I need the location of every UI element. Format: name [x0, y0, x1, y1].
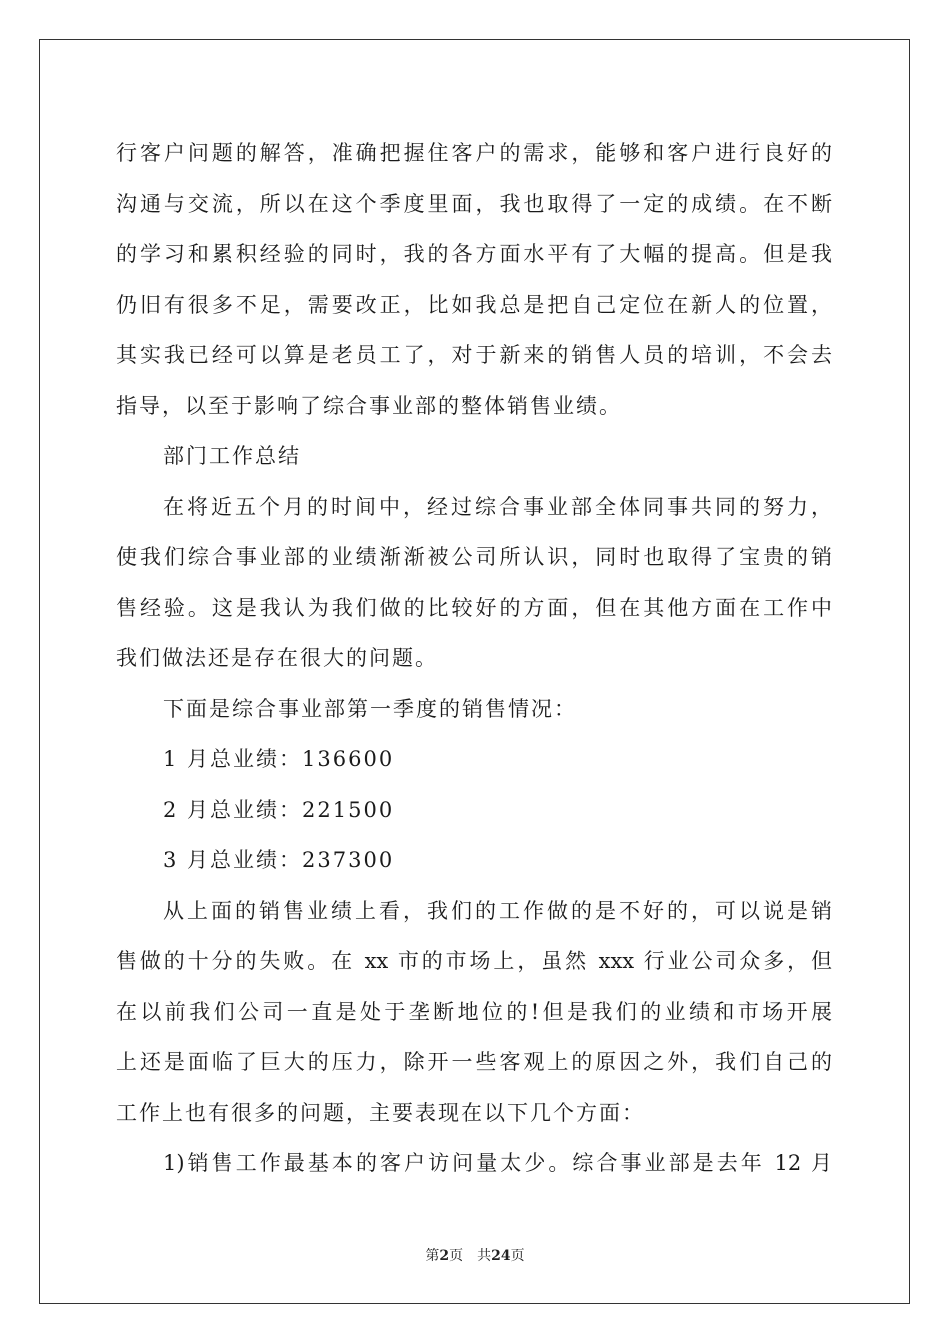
body-line: 在以前我们公司一直是处于垄断地位的!但是我们的业绩和市场开展: [116, 999, 832, 1024]
body-line: 在将近五个月的时间中，经过综合事业部全体同事共同的努力，: [163, 494, 832, 519]
body-line: 上还是面临了巨大的压力，除开一些客观上的原因之外，我们自己的: [116, 1050, 832, 1074]
body-line: 工作上也有很多的问题，主要表现在以下几个方面：: [116, 1100, 645, 1125]
body-line: 的学习和累积经验的同时，我的各方面水平有了大幅的提高。但是我: [116, 242, 832, 266]
body-line: 其实我已经可以算是老员工了，对于新来的销售人员的培训，不会去: [116, 343, 832, 367]
body-line: 下面是综合事业部第一季度的销售情况：: [163, 696, 577, 721]
body-line: 从上面的销售业绩上看，我们的工作做的是不好的，可以说是销: [163, 898, 832, 923]
body-line: 沟通与交流，所以在这个季度里面，我也取得了一定的成绩。在不断: [116, 191, 832, 216]
page-suffix: 页: [449, 1248, 464, 1264]
body-line: 指导，以至于影响了综合事业部的整体销售业绩。: [116, 393, 622, 418]
body-line: 使我们综合事业部的业绩渐渐被公司所认识，同时也取得了宝贵的销: [116, 545, 832, 569]
body-line: 我们做法还是存在很大的问题。: [116, 646, 438, 670]
body-line: 行客户问题的解答，准确把握住客户的需求，能够和客户进行良好的: [116, 141, 832, 165]
page-current: 2: [439, 1248, 450, 1264]
body-line: 1)销售工作最基本的客户访问量太少。综合事业部是去年 12 月: [163, 1151, 832, 1175]
sales-line-march: 3 月总业绩：237300: [163, 848, 395, 872]
body-line: 售做的十分的失败。在 xx 市的市场上，虽然 xxx 行业公司众多，但: [116, 949, 832, 973]
document-body: [116, 128, 832, 1189]
total-suffix: 页: [510, 1248, 525, 1264]
page-prefix: 第: [425, 1248, 440, 1264]
total-prefix: 共: [477, 1248, 492, 1264]
section-heading: 部门工作总结: [163, 444, 301, 468]
sales-line-january: 1 月总业绩：136600: [163, 747, 395, 771]
sales-line-february: 2 月总业绩：221500: [163, 797, 395, 822]
body-line: 仍旧有很多不足，需要改正，比如我总是把自己定位在新人的位置，: [116, 292, 832, 317]
page-total: 24: [491, 1248, 511, 1264]
body-line: 售经验。这是我认为我们做的比较好的方面，但在其他方面在工作中: [116, 595, 832, 620]
page-footer: [0, 1245, 950, 1265]
